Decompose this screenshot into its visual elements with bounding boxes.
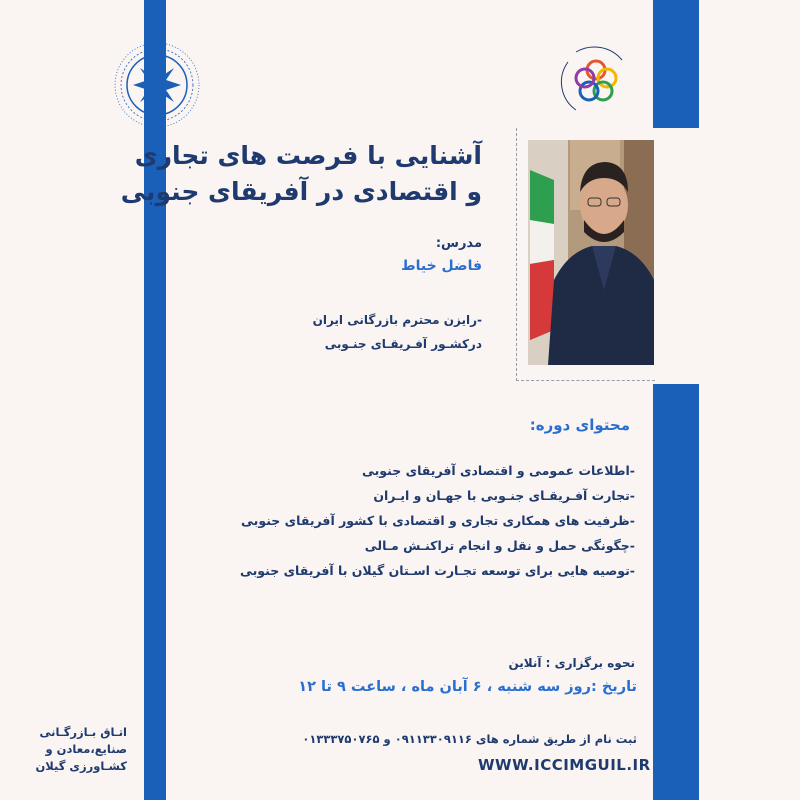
- course-content-heading: محتوای دوره:: [529, 416, 630, 434]
- list-item: -تجارت آفـریقـای جنـوبی با جهـان و ایـران: [373, 488, 635, 503]
- registration-phones: ثبت نام از طریق شماره های ۰۹۱۱۳۳۰۹۱۱۶ و ۰۱۳۳۳۷۵۰۷۶۵: [302, 732, 637, 746]
- instructor-name: فاضل خیاط: [401, 258, 482, 274]
- page-title: [121, 138, 482, 210]
- course-content-list: [240, 458, 635, 583]
- organizer-name: [35, 724, 127, 775]
- list-item: -ظرفیت های همکاری تجاری و اقتصادی با کشور آفریقای جنوبی: [241, 513, 635, 528]
- title-line-1: آشنایی با فرصت های تجاری: [134, 141, 482, 170]
- right-blue-stripe-bottom: [653, 384, 699, 800]
- role-line-2: درکشـور آفـریقـای جنـوبی: [324, 337, 482, 351]
- organizer-line-1: اتـاق بـازرگـانی: [39, 725, 127, 739]
- chamber-of-commerce-logo: [95, 35, 225, 135]
- event-date: تاریخ :روز سه شنبه ، ۶ آبان ماه ، ساعت ۹ تا ۱۲: [298, 679, 637, 695]
- right-blue-stripe-top: [653, 0, 699, 128]
- event-mode: نحوه برگزاری : آنلاین: [508, 656, 635, 670]
- website-link[interactable]: WWW.ICCIMGUIL.IR: [478, 756, 651, 774]
- organizer-line-3: کشـاورزی گیلان: [35, 759, 127, 773]
- trade-promotion-organization-logo: [548, 40, 638, 130]
- list-item: -اطلاعات عمومی و اقتصادی آفریقای جنوبی: [361, 463, 635, 478]
- organizer-line-2: صنایع،معادن و: [45, 742, 127, 756]
- title-line-2: و اقتصادی در آفریقای جنوبی: [120, 177, 482, 206]
- instructor-photo: [528, 140, 654, 365]
- role-line-1: -رایزن محترم بازرگانی ایران: [312, 313, 482, 327]
- instructor-label: مدرس:: [435, 236, 482, 251]
- list-item: -چگونگی حمل و نقل و انجام تراکنـش مـالی: [364, 538, 635, 553]
- list-item: -توصیه هایی برای توسعه تجـارت اسـتان گیلان با آفریقای جنوبی: [239, 563, 635, 578]
- instructor-role: [313, 308, 482, 356]
